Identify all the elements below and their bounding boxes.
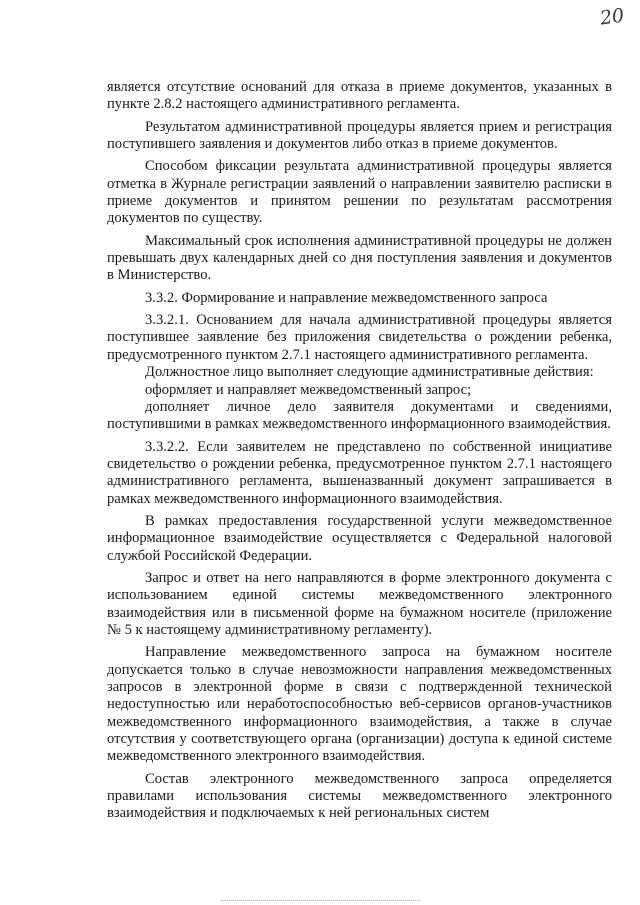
list-item-send-request: оформляет и направляет межведомственный запрос; [145,381,472,398]
paragraph-result: Результатом административной процедуры является прием и регистрация поступившего заявления и документов либо отказ в приеме документов. [107,118,612,153]
scan-edge-artifact [220,900,420,901]
paragraph-request-form: Запрос и ответ на него направляются в форме электронного документа с использованием единой системы межведомственного электронного взаимодействия или в письменной форме на бумажном носителе (приложение № 5 к настоящему административному регламенту). [107,569,612,638]
paragraph-fixation-method: Способом фиксации результата административной процедуры является отметка в Журнале регистрации заявлений о направлении заявителю расписки в приеме документов и принятом решении по результатам рассмотрения документов по существу. [107,158,612,227]
paragraph-3-3-2-2: 3.3.2.2. Если заявителем не представлено по собственной инициативе свидетельство о рождении ребенка, предусмотренное пунктом 2.7.1 настоящего административного регламента, вышеназванный документ запрашивается в рамках межведомственного информационного взаимодействия. [107,438,612,507]
paragraph-official-actions: Должностное лицо выполняет следующие административные действия: [145,364,594,381]
list-item-supplement-file: дополняет личное дело заявителя документами и сведениями, поступившими в рамках межведомственного информационного взаимодействия. [107,398,612,433]
document-body [107,79,612,828]
paragraph-request-composition: Состав электронного межведомственного запроса определяется правилами использования системы межведомственного электронного взаимодействия и подключаемых к ней региональных систем [107,770,612,822]
paragraph-max-term: Максимальный срок исполнения административной процедуры не должен превышать двух календарных дней со дня поступления заявления и документов в Министерство. [107,232,612,284]
paragraph-tax-service: В рамках предоставления государственной услуги межведомственное информационное взаимодействие осуществляется с Федеральной налоговой службой Российской Федерации. [107,512,612,564]
paragraph-paper-request: Направление межведомственного запроса на бумажном носителе допускается только в случае невозможности направления межведомственных запросов в электронной форме в связи с подтвержденной технической недоступностью или неработоспособностью веб-сервисов органов-участников межведомственного информационного взаимодействия, а также в случае отсутствия у соответствующего органа (организации) доступа к единой системе межведомственного электронного взаимодействия. [107,644,612,765]
page-number: 20 [598,4,626,30]
paragraph-continuation: является отсутствие оснований для отказа в приеме документов, указанных в пункте 2.8.2 настоящего административного регламента. [107,79,612,113]
paragraph-3-3-2-1: 3.3.2.1. Основанием для начала административной процедуры является поступившее заявление без приложения свидетельства о рождении ребенка, предусмотренного пунктом 2.7.1 настоящего административного регламента. [107,312,612,363]
section-heading-3-3-2: 3.3.2. Формирование и направление межведомственного запроса [145,289,548,306]
